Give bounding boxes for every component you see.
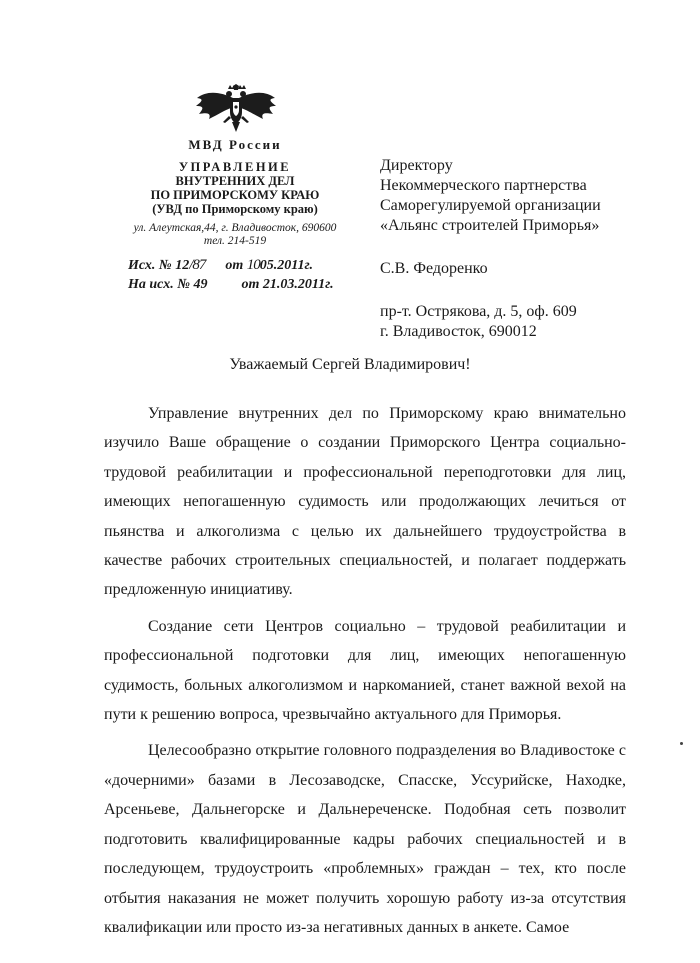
body-paragraph: Управление внутренних дел по Приморскому краю внимательно изучило Ваше обращение о создании Приморского Центра социально-трудовой реабилитации и профессиональной переподготовки для лиц, имеющих непогашенную судимость или продолжающих лечиться от пьянства и алкоголизма с целью их дальнейшего трудоустройства в качестве рабочих строительных специальностей, и полагает поддержать предложенную инициативу. <box>104 405 626 599</box>
letter-body <box>104 399 626 949</box>
recipient-block <box>380 156 680 342</box>
incoming-date: 21.03.2011г. <box>262 277 334 292</box>
phone-number: тел. 214-519 <box>203 235 267 247</box>
outgoing-number-label: Исх. № 12 <box>128 258 190 273</box>
reference-numbers <box>128 256 368 294</box>
recipient-address-line: г. Владивосток, 690012 <box>380 323 537 340</box>
department-block <box>120 160 350 216</box>
recipient-org-line: Саморегулируемой организации <box>380 197 601 214</box>
scan-speck <box>680 742 683 745</box>
handwritten-number: /87 <box>189 257 206 273</box>
recipient-name: С.В. Федоренко <box>380 260 488 277</box>
department-line: УПРАВЛЕНИЕ <box>178 160 292 174</box>
salutation: Уважаемый Сергей Владимирович! <box>229 356 471 373</box>
outgoing-ref <box>128 256 368 275</box>
recipient-org-line: Некоммерческого партнерства <box>380 177 587 194</box>
recipient-title: Директору <box>380 157 453 174</box>
body-paragraph: Создание сети Центров социально – трудовой реабилитации и профессиональной подготовки для лиц, имеющих непогашенную судимость, больных алкоголизмом и наркоманией, станет важной вехой на пути к решению вопроса, чрезвычайно актуального для Приморья. <box>104 617 626 724</box>
department-line: ВНУТРЕННИХ ДЕЛ <box>175 174 295 188</box>
body-paragraph: Целесообразно открытие головного подразделения во Владивостоке с «дочерними» базами в Лесозаводске, Спасске, Уссурийске, Находке, Арсеньеве, Дальнегорске и Дальнереченске. Подобная сеть позволит подготовить квалифицированные кадры рабочих специальностей и в последующем, трудоустроить «проблемных» граждан – тех, кто после отбытия наказания не может получить хорошую работу из-за отсутствия квалификации или просто из-за негативных данных в анкете. Самое <box>104 742 626 936</box>
outgoing-date: 05.2011г. <box>259 258 314 273</box>
ministry-name: МВД России <box>188 137 282 152</box>
department-short-name: (УВД по Приморскому краю) <box>152 202 318 216</box>
letterhead-address <box>120 222 350 248</box>
handwritten-day: 10 <box>246 257 260 273</box>
department-line: ПО ПРИМОРСКОМУ КРАЮ <box>150 188 320 202</box>
incoming-number: На исх. № 49 <box>128 277 208 292</box>
incoming-date-label: от <box>241 277 260 292</box>
double-headed-eagle-emblem-icon <box>195 84 277 134</box>
street-address: ул. Алеутская,44, г. Владивосток, 690600 <box>133 222 337 234</box>
incoming-ref <box>128 275 368 294</box>
recipient-org-line: «Альянс строителей Приморья» <box>380 217 600 234</box>
outgoing-date-label: от <box>225 258 244 273</box>
recipient-address-line: пр-т. Острякова, д. 5, оф. 609 <box>380 303 577 320</box>
